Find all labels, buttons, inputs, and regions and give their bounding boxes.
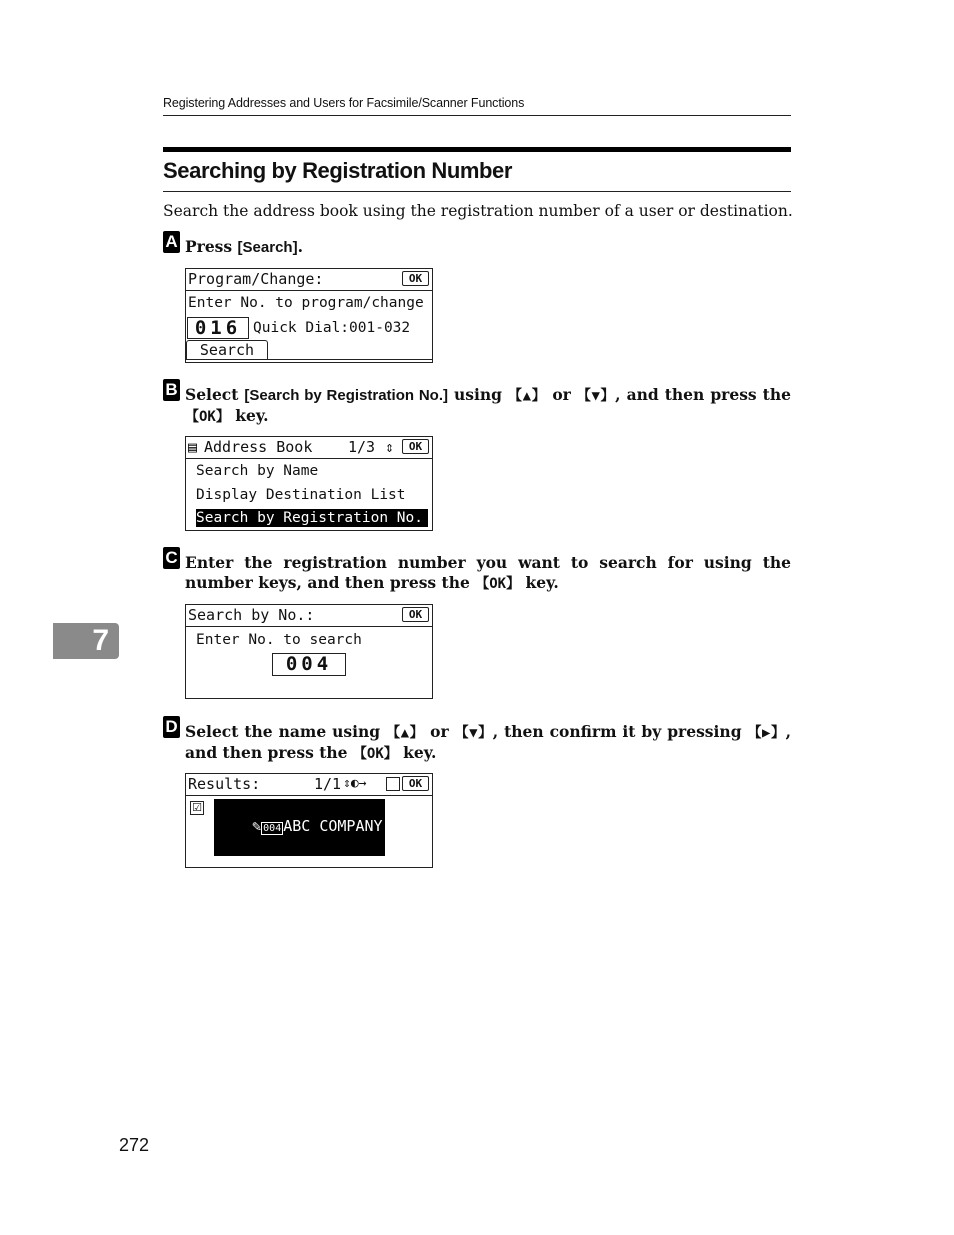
intro-paragraph: Search the address book using the registration number of a user or destination. — [163, 202, 793, 220]
step-2-screen — [185, 436, 433, 531]
entry-number: 004 — [263, 823, 282, 834]
section-title: Searching by Registration Number — [163, 155, 791, 192]
chapter-tab: 7 — [53, 623, 119, 659]
ok-button[interactable]: OK — [402, 776, 429, 791]
ok-button[interactable]: OK — [402, 271, 429, 286]
step-4-marker: D — [163, 716, 180, 738]
page-number: 272 — [119, 1135, 150, 1155]
navigation-icons: ⇕◐→ — [343, 776, 367, 791]
step-2-marker: B — [163, 379, 180, 401]
step-1-marker: A — [163, 231, 180, 253]
address-book-icon: ▤ — [188, 438, 198, 456]
page-indicator: 1/3 — [348, 438, 376, 456]
menu-item-display-destination-list[interactable]: Display Destination List — [196, 487, 406, 503]
step-4-screen — [185, 773, 433, 868]
screen-title: Results: — [188, 775, 261, 793]
search-button[interactable]: Search — [186, 340, 268, 360]
step-3-text: Enter the registration number you want to search for using the number keys, and then press the 【OK】 key. — [185, 553, 791, 592]
step-1-screen — [185, 268, 433, 363]
result-entry[interactable] — [214, 799, 385, 856]
running-header: Registering Addresses and Users for Facsimile/Scanner Functions — [163, 96, 791, 116]
screen-title: Address Book — [204, 438, 313, 456]
screen-title: Search by No.: — [188, 606, 315, 624]
step-1-text: Press [Search]. — [185, 237, 303, 256]
menu-item-search-by-name[interactable]: Search by Name — [196, 463, 319, 479]
empty-checkbox-icon — [386, 777, 400, 791]
step-2-text: Select [Search by Registration No.] using 【▲】 or 【▼】, and then press the 【OK】 key. — [185, 385, 791, 425]
up-down-arrow-icon: ⇕ — [385, 438, 395, 456]
screen-line: Enter No. to search — [196, 632, 362, 648]
quick-dial-range: Quick Dial:001-032 — [253, 320, 411, 336]
screen-line: Enter No. to program/change — [188, 295, 424, 311]
page-indicator: 1/1 — [314, 775, 342, 793]
result-checkbox[interactable]: ☑ — [190, 801, 204, 815]
step-4-text: Select the name using 【▲】 or 【▼】, then confirm it by pressing 【▶】, and then press the 【OK】 key. — [185, 722, 791, 762]
screen-title: Program/Change: — [188, 270, 324, 288]
number-field[interactable]: 004 — [272, 653, 346, 676]
number-field[interactable]: 016 — [187, 317, 249, 339]
ok-button[interactable]: OK — [402, 439, 429, 454]
step-3-screen — [185, 604, 433, 699]
menu-item-search-by-registration-no[interactable]: Search by Registration No. — [196, 509, 428, 527]
section-rule — [163, 147, 791, 152]
step-3-marker: C — [163, 547, 180, 569]
ok-button[interactable]: OK — [402, 607, 429, 622]
destination-type-icon: ✎ — [252, 817, 262, 835]
entry-name: ABC COMPANY — [283, 817, 383, 835]
